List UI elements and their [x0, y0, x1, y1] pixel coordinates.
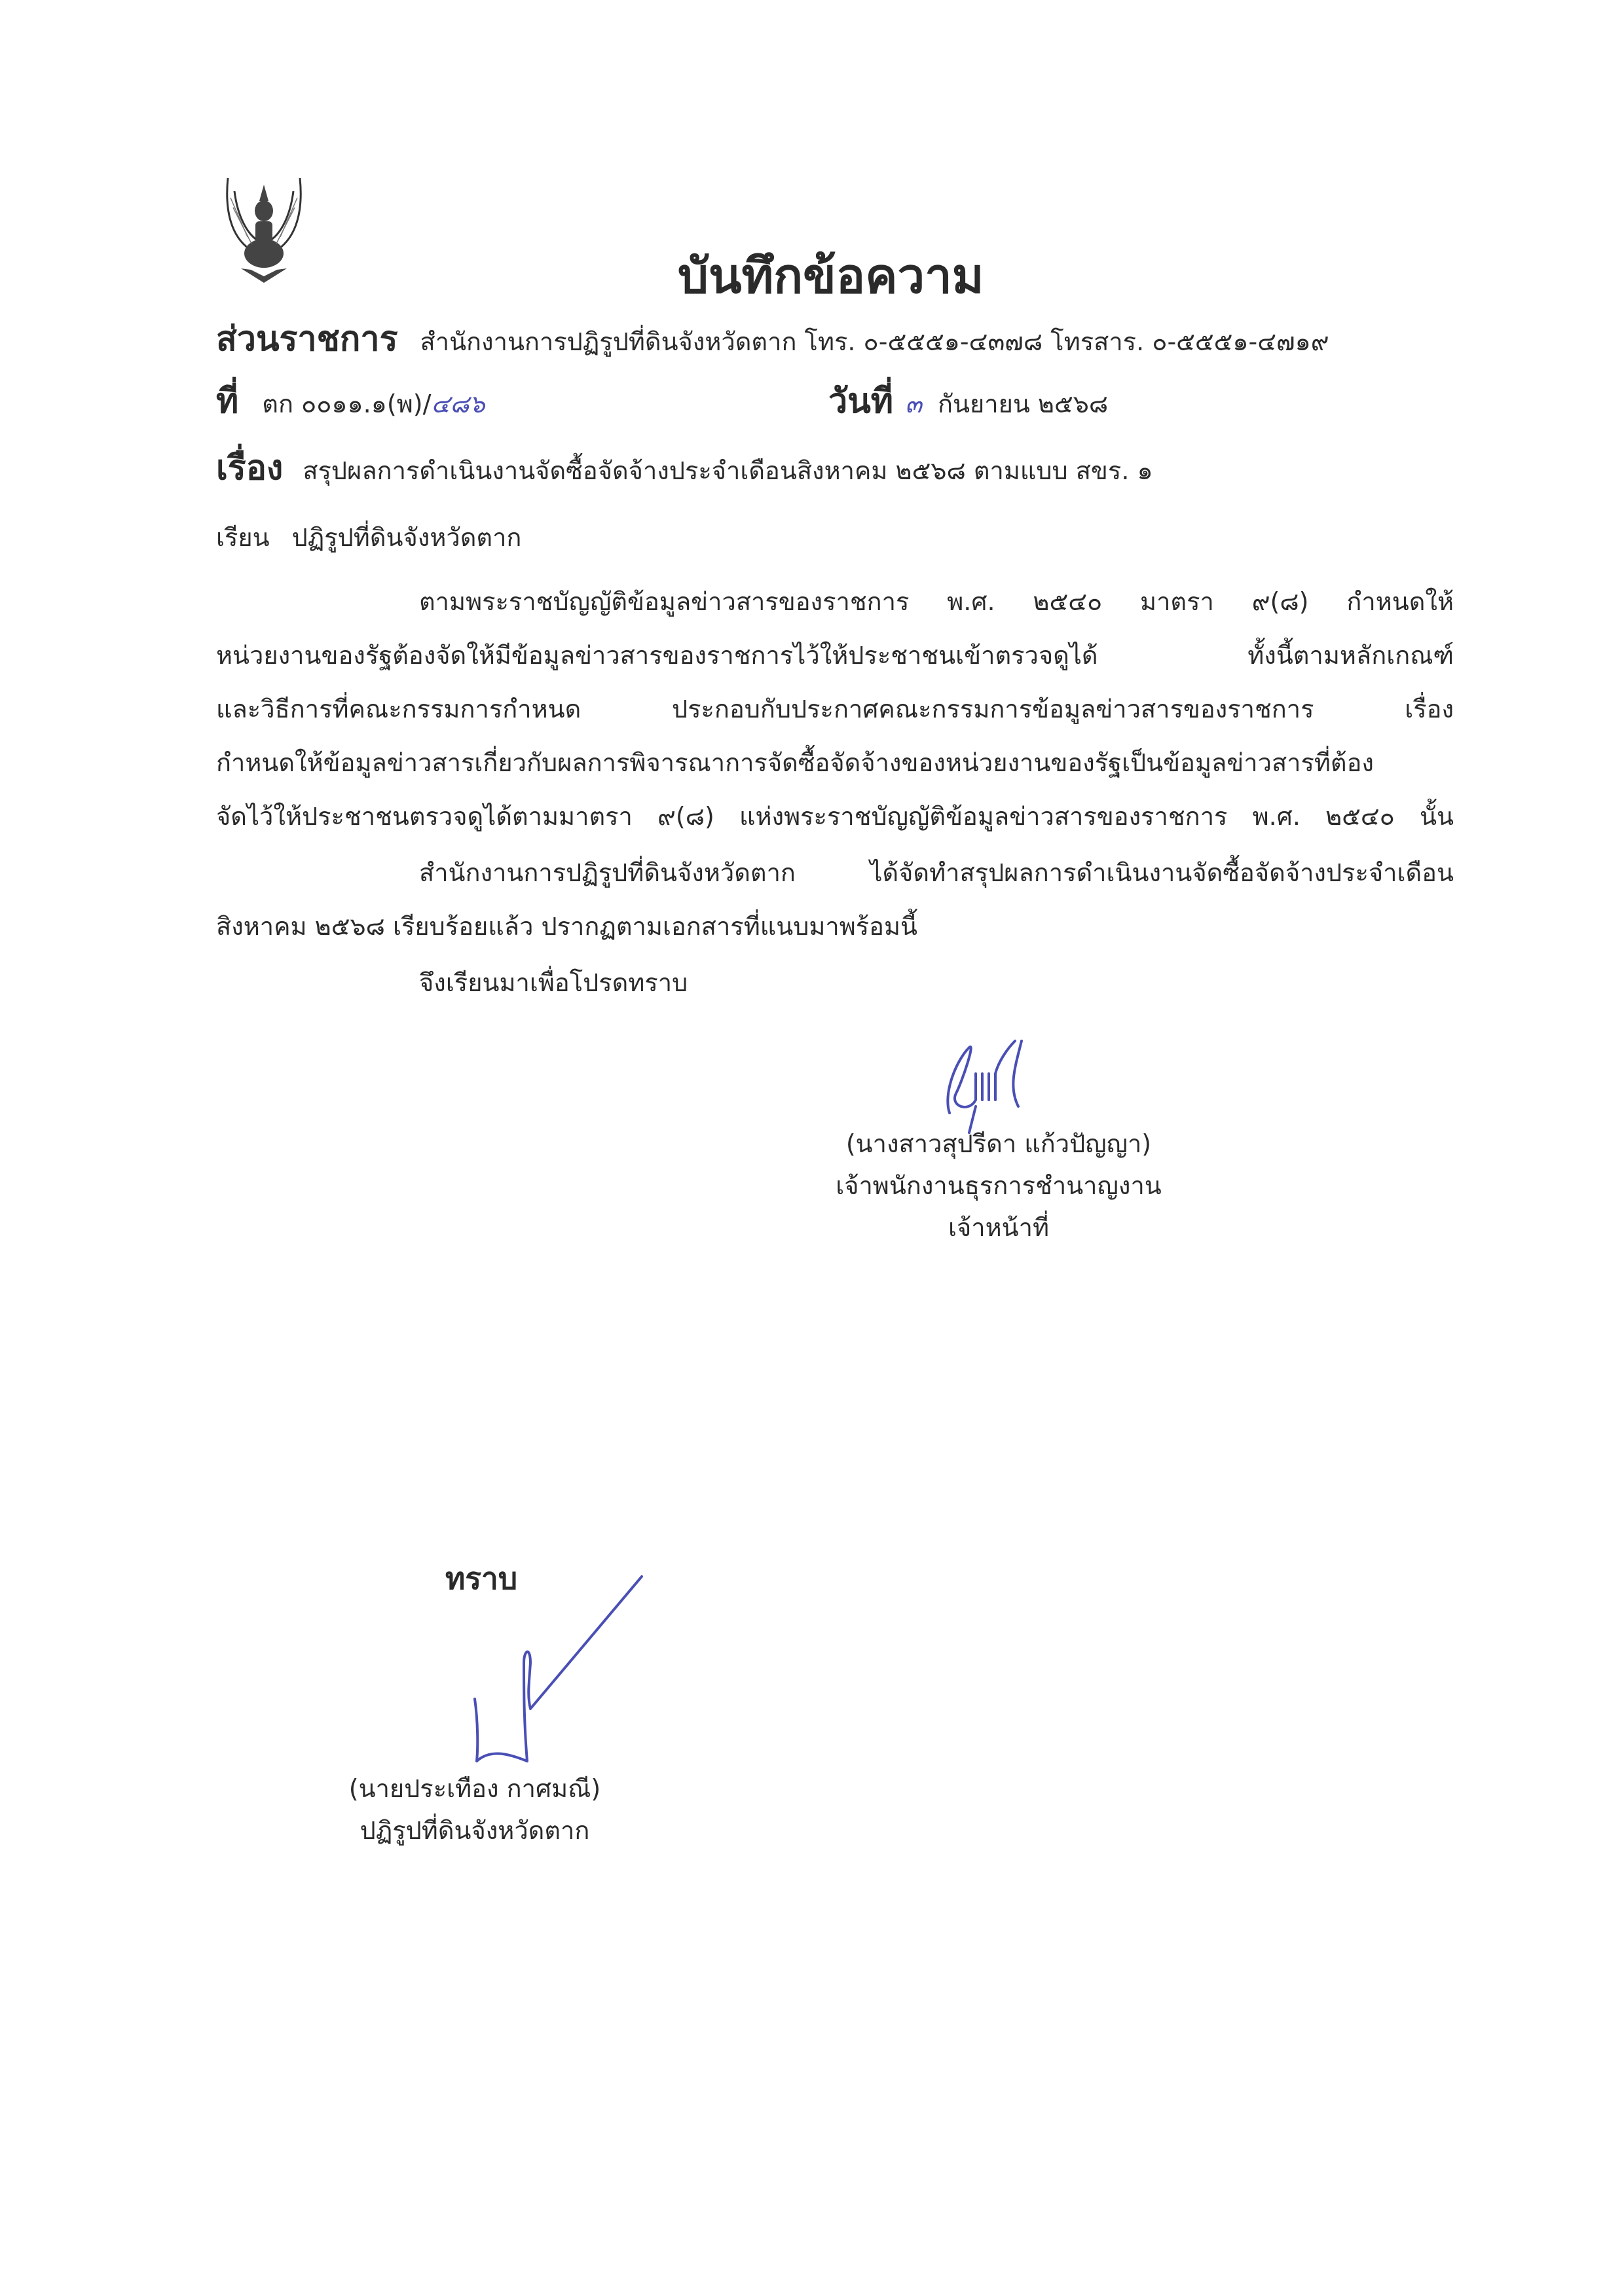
- recipient-value: ปฏิรูปที่ดินจังหวัดตาก: [291, 523, 522, 552]
- paragraph-line: หน่วยงานของรัฐต้องจัดให้มีข้อมูลข่าวสารของราชการไว้ให้ประชาชนเข้าตรวจดูได้ ทั้งนี้ตามหลักเกณฑ์: [216, 641, 1454, 670]
- approver-name: (นายประเทือง กาศมณี): [348, 1774, 601, 1803]
- paragraph-line: สำนักงานการปฏิรูปที่ดินจังหวัดตาก ได้จัดทำสรุปผลการดำเนินงานจัดซื้อจัดจ้างประจำเดือน: [419, 858, 1454, 887]
- signer-name: (นางสาวสุปรีดา แก้วปัญญา): [845, 1129, 1152, 1158]
- agency-value: สำนักงานการปฏิรูปที่ดินจังหวัดตาก โทร. ๐-๕๕๕๑-๔๓๗๘ โทรสาร. ๐-๕๕๕๑-๔๗๑๙: [420, 327, 1329, 356]
- body-paragraph-2: [216, 846, 1454, 953]
- garuda-emblem-icon: [221, 172, 306, 286]
- approval-note: ทราบ: [445, 1561, 518, 1596]
- body-paragraph-1: [216, 575, 1454, 843]
- recipient-label: เรียน: [216, 523, 270, 552]
- subject-label: เรื่อง: [216, 448, 284, 488]
- paragraph-line: ตามพระราชบัญญัติข้อมูลข่าวสารของราชการ พ.ศ. ๒๕๔๐ มาตรา ๙(๘) กำหนดให้: [419, 587, 1454, 616]
- approver-position: ปฏิรูปที่ดินจังหวัดตาก: [360, 1816, 590, 1845]
- reference-label: ที่: [216, 382, 239, 421]
- reference-prefix: ตก ๐๐๑๑.๑(พ)/: [262, 390, 432, 418]
- closing-line: จึงเรียนมาเพื่อโปรดทราบ: [419, 968, 688, 997]
- subject-value: สรุปผลการดำเนินงานจัดซื้อจัดจ้างประจำเดือนสิงหาคม ๒๕๖๘ ตามแบบ สขร. ๑: [303, 456, 1153, 485]
- paragraph-line: และวิธีการที่คณะกรรมการกำหนด ประกอบกับประกาศคณะกรรมการข้อมูลข่าวสารของราชการ เรื่อง: [216, 695, 1454, 723]
- reference-row: [216, 373, 485, 428]
- agency-row: [216, 311, 1329, 365]
- paragraph-line: จัดไว้ให้ประชาชนตรวจดูได้ตามมาตรา ๙(๘) แห่งพระราชบัญญัติข้อมูลข่าวสารของราชการ พ.ศ. ๒๕๔๐ นั้น: [216, 802, 1454, 831]
- signer-position: เจ้าพนักงานธุรการชำนาญงาน: [836, 1171, 1162, 1200]
- document-title: บันทึกข้อความ: [678, 248, 984, 304]
- date-value: กันยายน ๒๕๖๘: [938, 390, 1109, 418]
- paragraph-line: สิงหาคม ๒๕๖๘ เรียบร้อยแล้ว ปรากฏตามเอกสารที่แนบมาพร้อมนี้: [216, 912, 918, 941]
- signer-block: [815, 1123, 1182, 1248]
- date-label: วันที่: [828, 382, 894, 421]
- agency-label: ส่วนราชการ: [216, 319, 398, 359]
- date-row: [828, 373, 1108, 428]
- subject-row: [216, 440, 1153, 494]
- recipient-row: [216, 517, 521, 557]
- reference-number-handwritten: ๔๘๖: [431, 390, 485, 418]
- signer-role: เจ้าหน้าที่: [948, 1213, 1049, 1242]
- date-day-handwritten: ๓: [905, 390, 923, 418]
- approver-block: [308, 1768, 642, 1851]
- paragraph-line: กำหนดให้ข้อมูลข่าวสารเกี่ยวกับผลการพิจารณาการจัดซื้อจัดจ้างของหน่วยงานของรัฐเป็นข้อมูลข่าวสารที่ต้อง: [216, 748, 1374, 777]
- signature-approver-icon: [458, 1571, 655, 1768]
